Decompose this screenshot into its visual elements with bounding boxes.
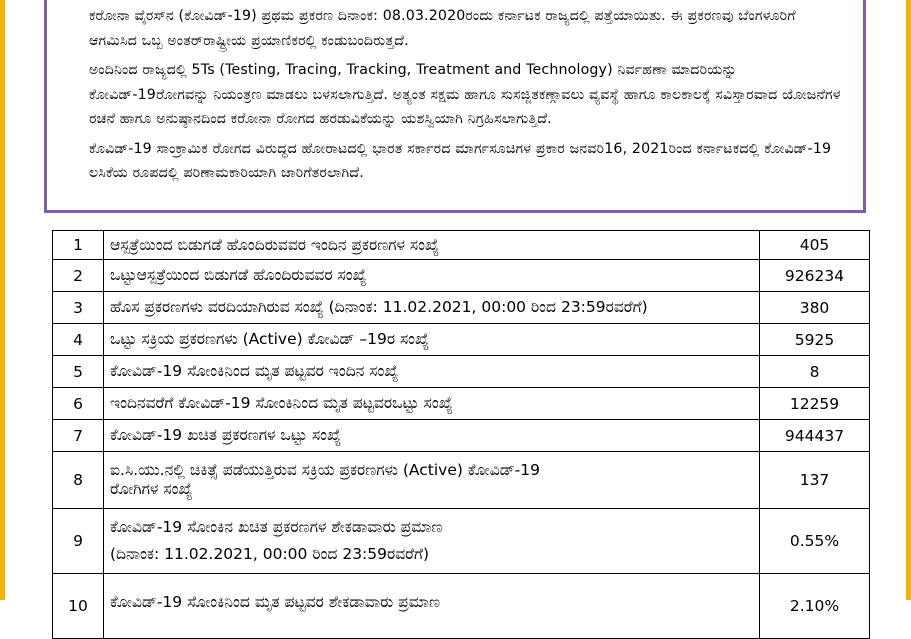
row-value: 0.55% (760, 509, 870, 574)
row-description-line-2: ರೋಗಿಗಳ ಸಂಖ್ಯೆ (110, 480, 193, 498)
row-description (104, 509, 760, 574)
row-description-line-1: ಐ.ಸಿ.ಯು.ನಲ್ಲಿ ಚಿಕಿತ್ಸೆ ಪಡೆಯುತ್ತಿರುವ ಸಕ್ರಿಯ ಪ್ರಕರಣಗಳು (Active) ಕೋವಿಡ್-19 (110, 461, 540, 479)
row-description: ಹೊಸ ಪ್ರಕರಣಗಳು ವರದಿಯಾಗಿರುವ ಸಂಖ್ಯೆ (ದಿನಾಂಕ: 11.02.2021, 00:00 ರಿಂದ 23:59ರವರೆಗೆ) (104, 292, 760, 324)
intro-box (44, 0, 866, 213)
row-description: ಒಟ್ಟು ಸಕ್ರಿಯ ಪ್ರಕರಣಗಳು (Active) ಕೋವಿಡ್ –19ರ ಸಂಖ್ಯೆ (104, 324, 760, 356)
row-number: 8 (53, 452, 104, 509)
table-row (53, 452, 870, 509)
page-border-right (906, 0, 911, 600)
table-row (53, 292, 870, 324)
table-row (53, 231, 870, 260)
row-value: 926234 (760, 260, 870, 292)
row-value: 12259 (760, 388, 870, 420)
table-row (53, 260, 870, 292)
intro-paragraph-3: ಕೊವಿಡ್-19 ಸಾಂಕ್ರಾಮಿಕ ರೋಗದ ವಿರುದ್ಧದ ಹೋರಾಟದಲ್ಲಿ ಭಾರತ ಸರ್ಕಾರದ ಮಾರ್ಗಸೂಚಿಗಳ ಪ್ರಕಾರ ಜನವರಿ16, 2021ರಿಂದ ಕರ್ನಾಟಕದಲ್ಲಿ ಕೋವಿಡ್-19 ಲಸಿಕೆಯ ರೂಪದಲ್ಲಿ ಪರಿಣಾಮಕಾರಿಯಾಗಿ ಜಾರಿಗೆತರಲಾಗಿದೆ. (89, 140, 832, 181)
row-value: 405 (760, 231, 870, 260)
table-row (53, 356, 870, 388)
row-description: ಒಟ್ಟುಆಸ್ಪತ್ರೆಯಿಂದ ಬಿಡುಗಡೆ ಹೊಂದಿರುವವರ ಸಂಖ್ಯೆ (104, 260, 760, 292)
row-value: 137 (760, 452, 870, 509)
covid-stats-table (52, 230, 870, 639)
row-description-line-1: ಕೋವಿಡ್-19 ಸೋಂಕಿನ ಖಚಿತ ಪ್ರಕರಣಗಳ ಶೇಕಡಾವಾರು ಪ್ರಮಾಣ (110, 518, 443, 536)
row-value: 2.10% (760, 574, 870, 639)
row-description-line-2: (ದಿನಾಂಕ: 11.02.2021, 00:00 ರಿಂದ 23:59ರವರೆಗೆ) (110, 545, 430, 563)
row-number: 6 (53, 388, 104, 420)
row-description (104, 574, 760, 639)
row-description-line-1: ಕೋವಿಡ್-19 ಸೋಂಕಿನಿಂದ ಮೃತ ಪಟ್ಟವರ ಶೇಕಡಾವಾರು ಪ್ರಮಾಣ (110, 592, 440, 611)
row-value: 380 (760, 292, 870, 324)
intro-paragraph-2: ಅಂದಿನಿಂದ ರಾಜ್ಯದಲ್ಲಿ 5Ts (Testing, Tracing, Tracking, Treatment and Technology) ನಿರ್ವಹಣಾ ಮಾದರಿಯನ್ನು ಕೋವಿಡ್-19ರೋಗವನ್ನು ನಿಯಂತ್ರಣ ಮಾಡಲು ಬಳಸಲಾಗುತ್ತಿದೆ. ಅತ್ಯಂತ ಸಕ್ಷಮ ಹಾಗೂ ಸುಸಜ್ಜಿತಕಣ್ಗಾವಲು ವ್ಯವಸ್ಥೆ ಹಾಗೂ ಕಾಲಕಾಲಕ್ಕೆ ಸವಿಸ್ತಾರವಾದ ಯೋಜನೆಗಳ ರಚನೆ ಹಾಗೂ ಅನುಷ್ಠಾನದಿಂದ ಕರೋನಾ ರೋಗದ ಹರಡುವಿಕೆಯನ್ನು ಯಶಸ್ವಿಯಾಗಿ ನಿಗ್ರಹಿಸಲಾಗುತ್ತಿದೆ. (89, 62, 841, 127)
intro-paragraph-1: ಕರೋನಾ ವೈರಸ್‌ನ (ಕೋವಿಡ್-19) ಪ್ರಥಮ ಪ್ರಕರಣ ದಿನಾಂಕ: 08.03.2020ರಂದು ಕರ್ನಾಟಕ ರಾಜ್ಯದಲ್ಲಿ ಪತ್ತೆಯಾಯಿತು. ಈ ಪ್ರಕರಣವು ಬೆಂಗಳೂರಿಗೆ ಆಗಮಿಸಿದ ಒಬ್ಬ ಅಂತರ್‌ರಾಷ್ಟ್ರೀಯ ಪ್ರಯಾಣಿಕರಲ್ಲಿ ಕಂಡುಬಂದಿರುತ್ತದೆ. (89, 8, 796, 49)
row-description: ಕೋವಿಡ್-19 ಸೋಂಕಿನಿಂದ ಮೃತ ಪಟ್ಟವರ ಇಂದಿನ ಸಂಖ್ಯೆ (104, 356, 760, 388)
table-row (53, 574, 870, 639)
row-number: 3 (53, 292, 104, 324)
row-value: 5925 (760, 324, 870, 356)
row-description: ಆಸ್ಪತ್ರೆಯಿಂದ ಬಿಡುಗಡೆ ಹೊಂದಿರುವವರ ಇಂದಿನ ಪ್ರಕರಣಗಳ ಸಂಖ್ಯೆ (104, 231, 760, 260)
row-number: 1 (53, 231, 104, 260)
table-row (53, 509, 870, 574)
row-number: 9 (53, 509, 104, 574)
table-row (53, 324, 870, 356)
row-value: 944437 (760, 420, 870, 452)
row-number: 4 (53, 324, 104, 356)
row-number: 10 (53, 574, 104, 639)
row-value: 8 (760, 356, 870, 388)
row-description: ಕೋವಿಡ್-19 ಖಚಿತ ಪ್ರಕರಣಗಳ ಒಟ್ಟು ಸಂಖ್ಯೆ (104, 420, 760, 452)
row-number: 5 (53, 356, 104, 388)
page-border-left (0, 0, 5, 600)
table-row (53, 388, 870, 420)
table-row (53, 420, 870, 452)
row-description: ಇಂದಿನವರೆಗೆ ಕೋವಿಡ್-19 ಸೋಂಕಿನಿಂದ ಮೃತ ಪಟ್ಟವರಒಟ್ಟು ಸಂಖ್ಯೆ (104, 388, 760, 420)
row-number: 2 (53, 260, 104, 292)
row-description (104, 452, 760, 509)
row-number: 7 (53, 420, 104, 452)
